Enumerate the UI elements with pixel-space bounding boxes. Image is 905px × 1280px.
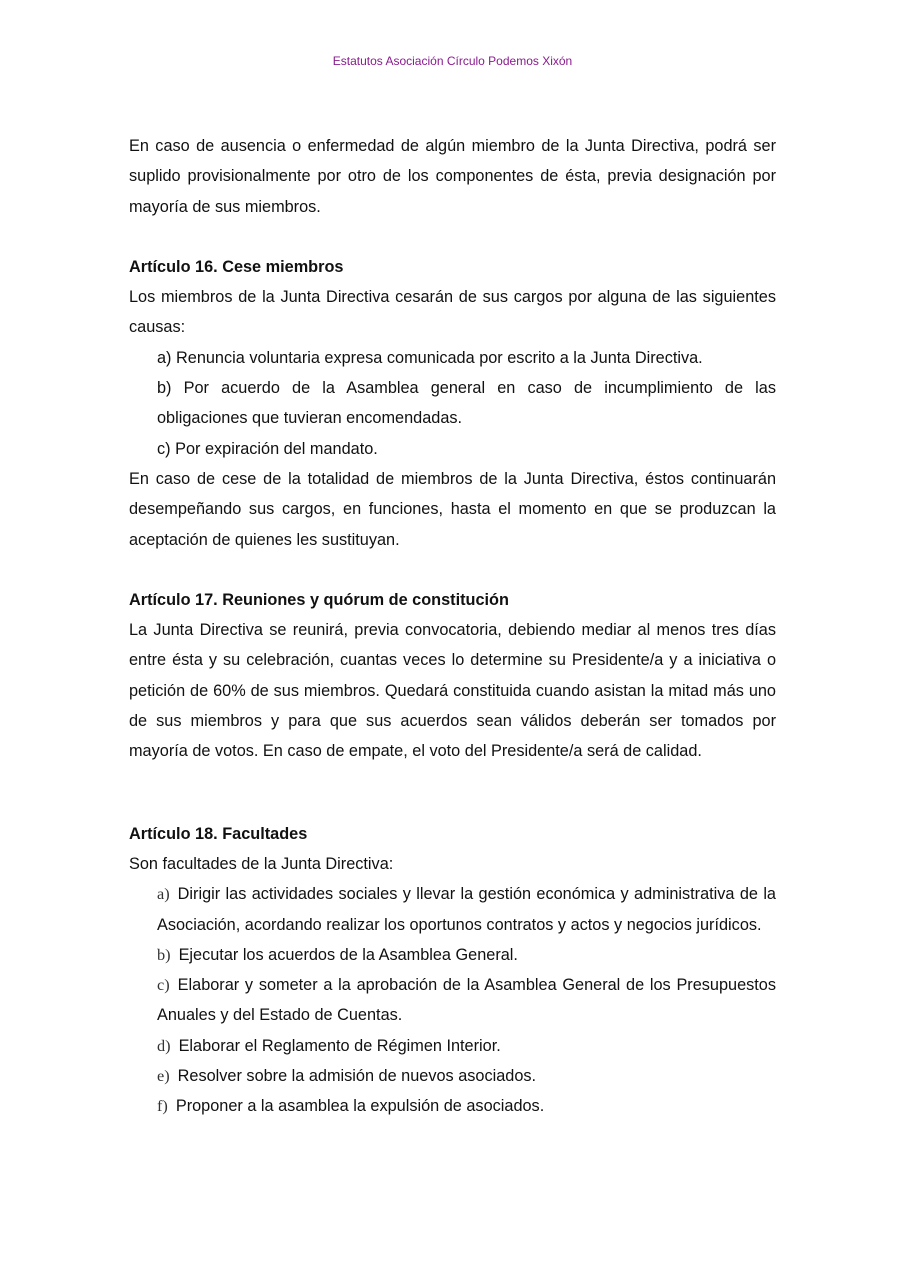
article-18-item (129, 1091, 776, 1121)
list-item-text: Elaborar y someter a la aprobación de la Asamblea General de los Presupuestos Anuales y del Estado de Cuentas. (157, 976, 776, 1025)
list-item-text: Dirigir las actividades sociales y llevar la gestión económica y administrativa de la Asociación, acordando realizar los oportunos contratos y actos y negocios jurídicos. (157, 885, 776, 934)
list-item-text: Ejecutar los acuerdos de la Asamblea General. (178, 945, 518, 964)
page-header: Estatutos Asociación Círculo Podemos Xixón (332, 54, 573, 68)
article-18-item (129, 879, 776, 940)
article-18-title: Artículo 18. Facultades (129, 824, 308, 843)
article-16-item: a) Renuncia voluntaria expresa comunicada por escrito a la Junta Directiva. (157, 348, 703, 367)
list-marker: d) (157, 1035, 171, 1055)
list-marker: b) (157, 944, 171, 964)
document-body (129, 131, 776, 1122)
article-18-item (129, 1061, 776, 1091)
intro-paragraph: En caso de ausencia o enfermedad de algún miembro de la Junta Directiva, podrá ser suplido provisionalmente por otro de los componentes de ésta, previa designación por mayoría de sus miembros. (129, 137, 776, 216)
list-item-text: Elaborar el Reglamento de Régimen Interior. (178, 1036, 501, 1055)
article-18-item (129, 1031, 776, 1061)
list-item-text: Proponer a la asamblea la expulsión de asociados. (175, 1097, 545, 1116)
list-marker: c) (157, 975, 170, 995)
list-marker: e) (157, 1066, 170, 1086)
article-16-lead: Los miembros de la Junta Directiva cesarán de sus cargos por alguna de las siguientes causas: (129, 288, 776, 337)
article-16-title: Artículo 16. Cese miembros (129, 257, 344, 276)
article-17-title: Artículo 17. Reuniones y quórum de constitución (129, 590, 509, 609)
list-marker: f) (157, 1096, 168, 1116)
article-18-item (129, 970, 776, 1031)
article-17-body: La Junta Directiva se reunirá, previa convocatoria, debiendo mediar al menos tres días entre ésta y su celebración, cuantas veces lo determine su Presidente/a y a iniciativa o petición de 60% de sus miembros. Quedará constituida cuando asistan la mitad más uno de sus miembros y para que sus acuerdos sean válidos deberán ser tomados por mayoría de votos. En caso de empate, el voto del Presidente/a será de calidad. (129, 621, 776, 761)
list-item-text: Resolver sobre la admisión de nuevos asociados. (177, 1067, 537, 1086)
article-16-item: b) Por acuerdo de la Asamblea general en caso de incumplimiento de las obligaciones que tuvieran encomendadas. (157, 379, 776, 428)
article-18-lead: Son facultades de la Junta Directiva: (129, 854, 394, 873)
article-16-closing: En caso de cese de la totalidad de miembros de la Junta Directiva, éstos continuarán desempeñando sus cargos, en funciones, hasta el momento en que se produzcan la aceptación de quienes les sustituyan. (129, 469, 776, 549)
article-18-item (129, 940, 776, 970)
list-marker: a) (157, 884, 170, 904)
article-16-item: c) Por expiración del mandato. (157, 439, 378, 458)
